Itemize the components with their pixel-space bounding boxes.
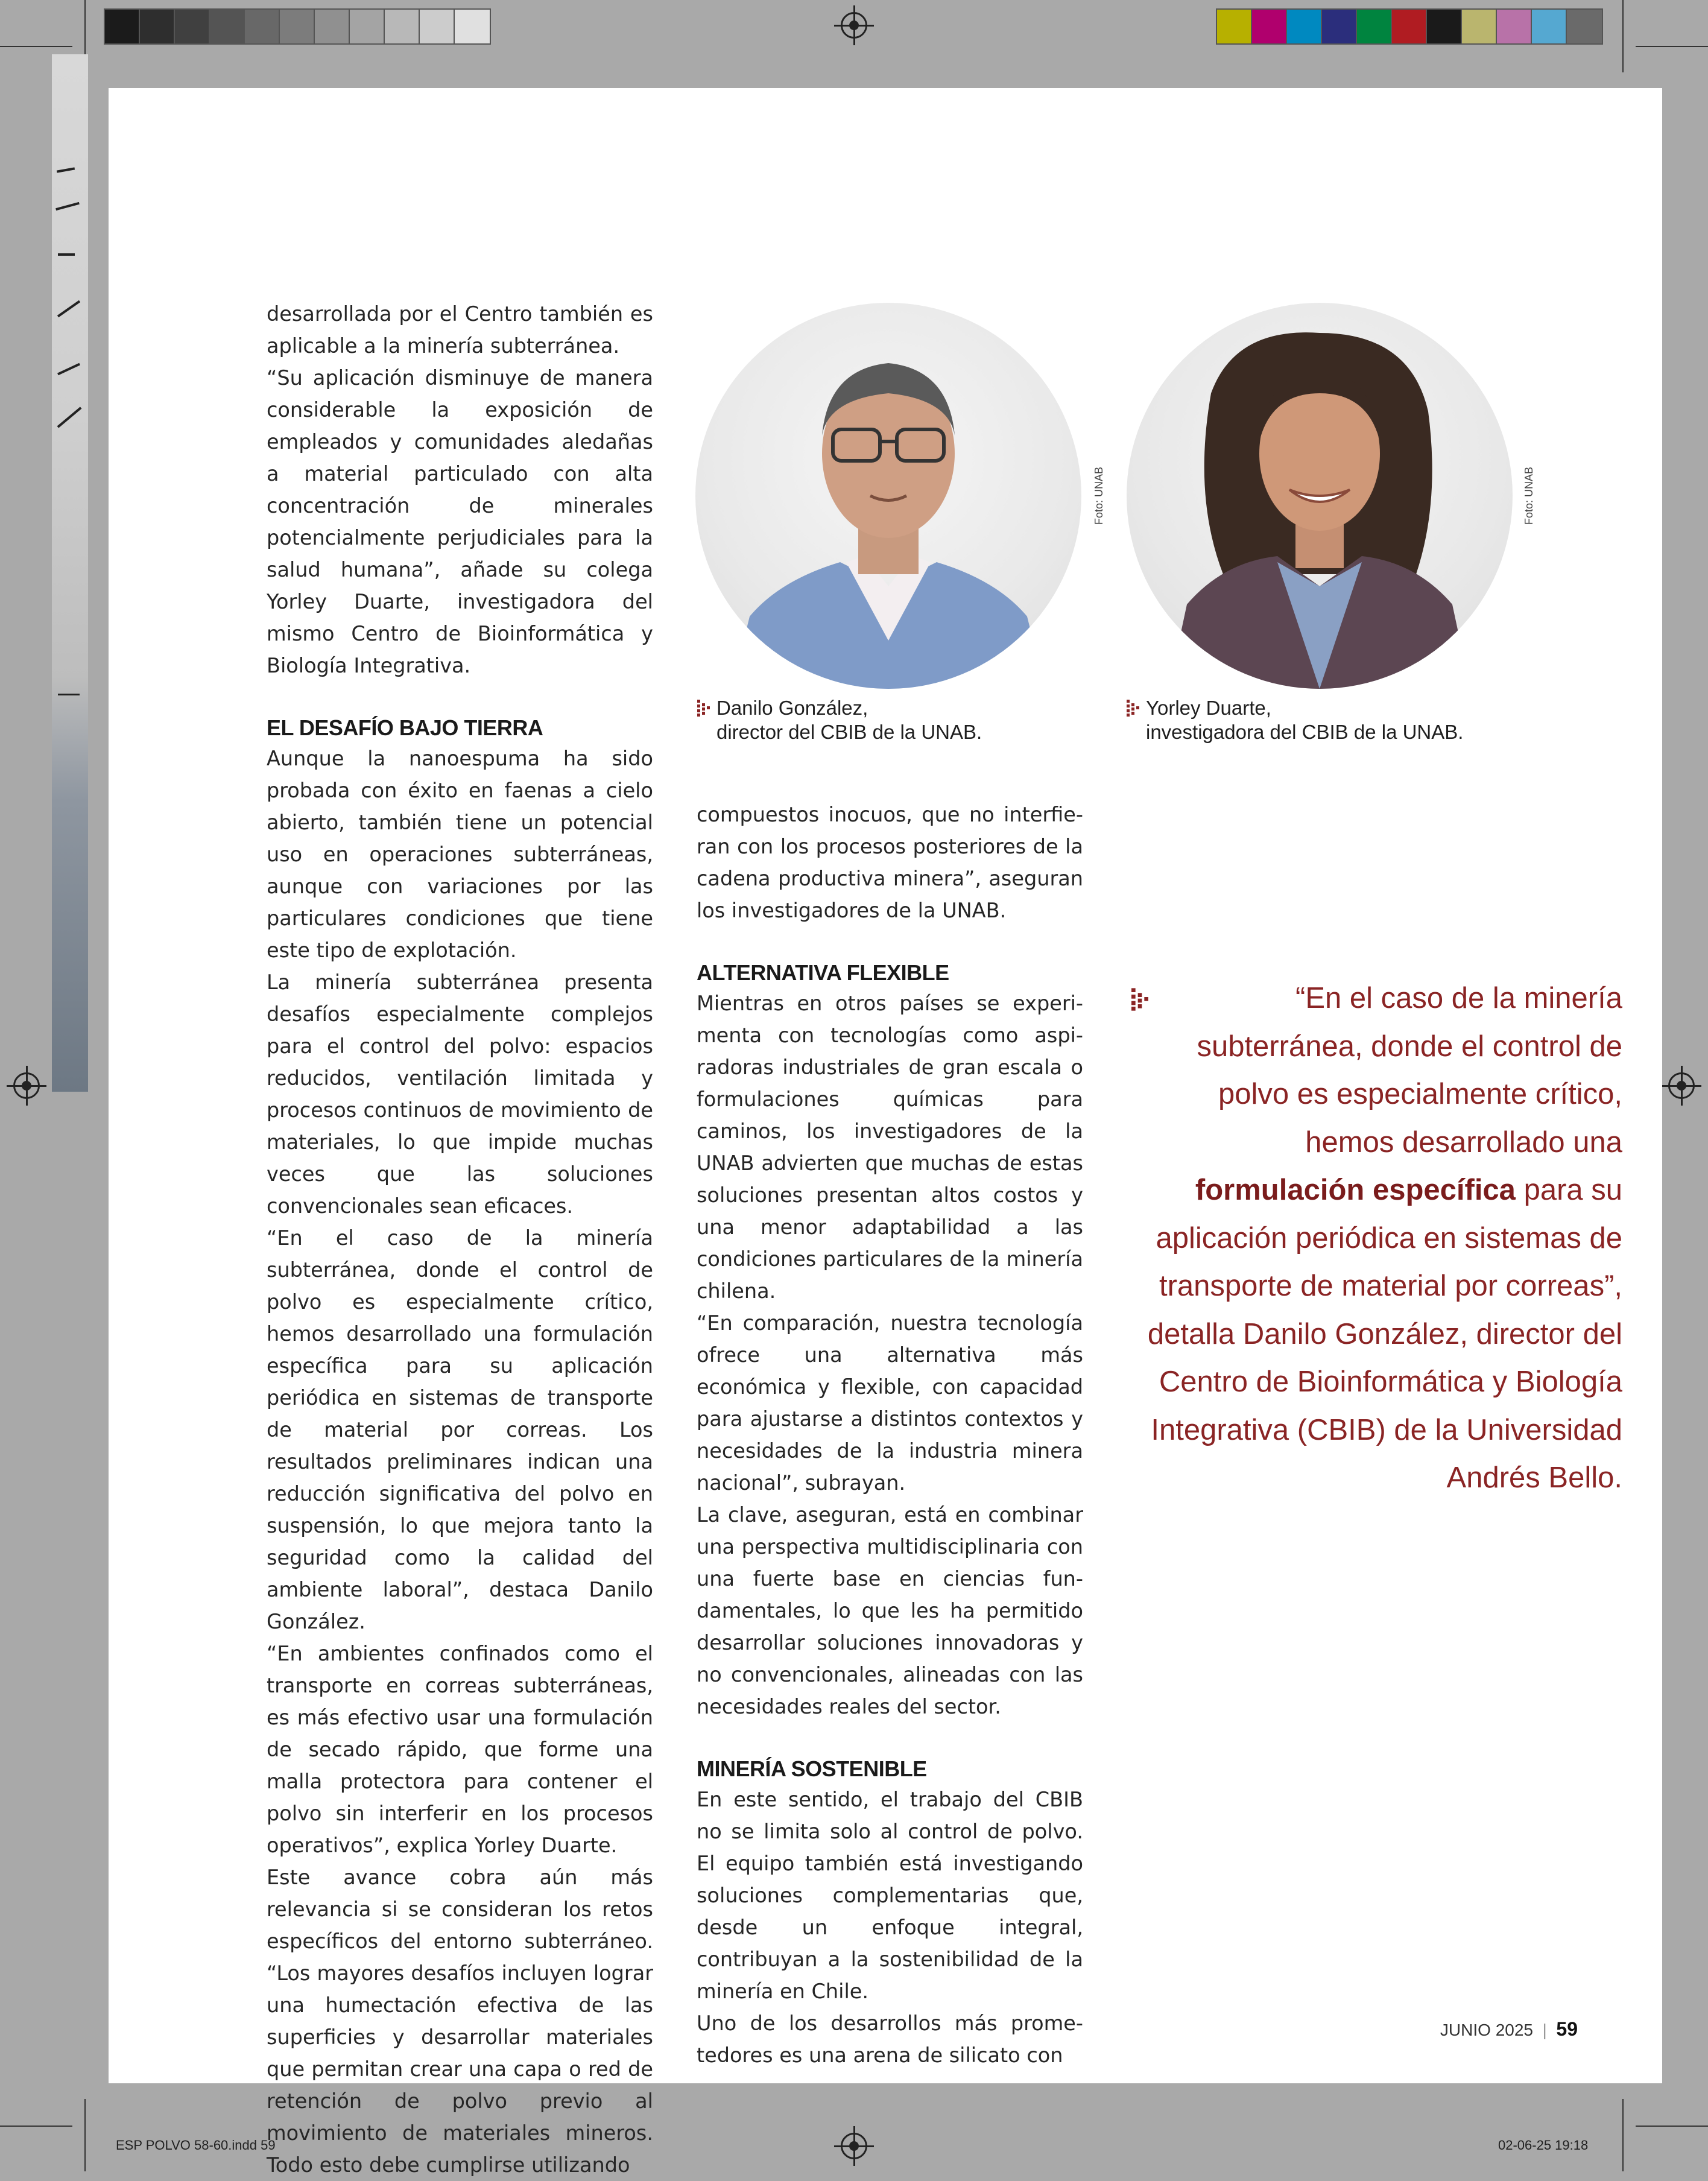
process-color-bar (1216, 8, 1603, 45)
paragraph: Aunque la nanoespuma ha sido probada con éxito en faenas a cielo abierto, también tiene un potencial uso en operaciones subterráneas, aunque con variaciones por las particulares condiciones que tiene este tipo de explotación. (267, 747, 653, 962)
dot-marker-icon (697, 700, 712, 717)
portrait-photo-danilo (695, 303, 1081, 689)
dot-marker-icon (1127, 700, 1141, 717)
crop-mark (1622, 0, 1624, 72)
slug-filename: ESP POLVO 58-60.indd 59 (116, 2138, 276, 2153)
paragraph: Este avance cobra aún más relevancia si se consideran los retos específicos del entorno subterráneo. “Los mayores desafíos incluyen lograr una humectación efectiva de las superficies y desarrollar materiales que permitan crear una capa o red de retención de polvo previo al movimiento de materiales mineros. Todo esto debe cumplirse utilizando (267, 1866, 653, 2177)
quote-emphasis: formulación específica (1195, 1174, 1516, 1206)
slug-date: 02-06-25 19:18 (1498, 2138, 1589, 2153)
quote-text: “En el caso de la minería subterránea, donde el control de polvo es especialmente crítico, hemos desarrollado una (1197, 982, 1622, 1159)
caption-role: investigadora del CBIB de la UNAB. (1146, 721, 1464, 743)
registration-mark-icon (13, 1072, 40, 1099)
registration-mark-icon (1668, 1072, 1695, 1099)
paragraph: “En ambientes confinados como el transporte en correas subterráneas, es más efectivo usar una formulación de secado rápido, que forme una malla protectora para contener el polvo sin interferir en los procesos operativos”, explica Yorley Duarte. (267, 1642, 653, 1857)
section-heading: EL DESAFÍO BAJO TIERRA (267, 715, 543, 740)
photo-caption-danilo (716, 696, 1078, 744)
page-number: 59 (1556, 2018, 1578, 2040)
photo-credit: Foto: UNAB (1523, 466, 1535, 525)
column-2 (697, 799, 1083, 2071)
paragraph: Uno de los desarrollos más prometedores es una arena de silicato con (697, 2012, 1083, 2067)
paragraph: “En el caso de la minería subterránea, donde el control de polvo es especialmente crítico, hemos desarrollado una formulación específica para su aplicación periódica en sistemas de transporte de material por correas. Los resultados preliminares indican una reducción significativa del polvo en suspensión, lo que mejora tanto la seguridad como la calidad del ambiente laboral”, destaca Danilo González. (267, 1226, 653, 1633)
gray-color-bar (104, 8, 491, 45)
crop-mark (1636, 46, 1708, 47)
paragraph: La clave, aseguran, está en combinar una perspectiva multidisciplinaria con una fuerte base en ciencias fundamentales, lo que les ha permitido desarrollar soluciones innovadoras y no convencionales, alineadas con las necesidades reales del sector. (697, 1503, 1083, 1718)
pull-quote (1134, 975, 1622, 1502)
folio-month: JUNIO 2025 (1440, 2021, 1533, 2039)
dot-marker-icon (1131, 988, 1151, 1011)
folio: JUNIO 2025 | 59 (1440, 2018, 1578, 2040)
photo-credit: Foto: UNAB (1093, 466, 1105, 525)
crop-mark (0, 46, 72, 47)
paragraph: “Su aplicación disminuye de manera considerable la exposición de empleados y comunidades aledañas a material particulado con alta concentración de minerales potencialmente perjudiciales para la salud humana”, añade su colega Yorley Duarte, investigadora del mismo Centro de Bioinformática y Biología Integrativa. (267, 366, 653, 677)
paragraph: Mientras en otros países se experimenta con tecnologías como aspiradoras industriales de gran escala o formulaciones químicas para caminos, los investigadores de la UNAB advierten que muchas de estas soluciones presentan altos costos y una menor adaptabilidad a las condiciones particulares de la minería chilena. (697, 992, 1083, 1303)
photo-caption-yorley (1146, 696, 1532, 744)
column-1 (267, 298, 653, 2181)
portrait-photo-yorley (1127, 303, 1513, 689)
bleed-image-strip (52, 54, 88, 1092)
caption-name: Yorley Duarte, (1146, 697, 1271, 719)
caption-role: director del CBIB de la UNAB. (716, 721, 982, 743)
paragraph: compuestos inocuos, que no interfieran con los procesos posteriores de la cadena productiva minera”, aseguran los investigadores de la UNAB. (697, 803, 1083, 922)
crop-mark (0, 2126, 72, 2127)
caption-name: Danilo González, (716, 697, 868, 719)
paragraph: desarrollada por el Centro también es aplicable a la minería subterránea. (267, 302, 653, 358)
registration-mark-icon (841, 2133, 867, 2159)
crop-mark (1636, 2126, 1708, 2127)
paragraph: “En comparación, nuestra tecnología ofrece una alternativa más económica y flexible, con capacidad para ajustarse a distintos contextos y necesidades de la industria minera nacional”, subrayan. (697, 1311, 1083, 1495)
crop-mark (1622, 2099, 1624, 2171)
section-heading: MINERÍA SOSTENIBLE (697, 1756, 927, 1781)
quote-text: para su aplicación periódica en sistemas de transporte de material por correas”, detalla Danilo González, director del Centro de Bioinformática y Biología Integrativa (CBIB) de la Universidad Andrés Bello. (1147, 1174, 1622, 1494)
registration-mark-icon (841, 12, 867, 39)
section-heading: ALTERNATIVA FLEXIBLE (697, 960, 949, 985)
paragraph: La minería subterránea presenta desafíos especialmente complejos para el control del polvo: espacios reducidos, ventilación limitada y procesos continuos de movimiento de materiales, lo que impide muchas veces que las soluciones convencionales sean eficaces. (267, 970, 653, 1218)
crop-mark (84, 2099, 86, 2171)
paragraph: En este sentido, el trabajo del CBIB no se limita solo al control de polvo. El equipo también está investigando soluciones complementarias que, desde un enfoque integral, contribuyan a la sostenibilidad de la minería en Chile. (697, 1788, 1083, 2003)
